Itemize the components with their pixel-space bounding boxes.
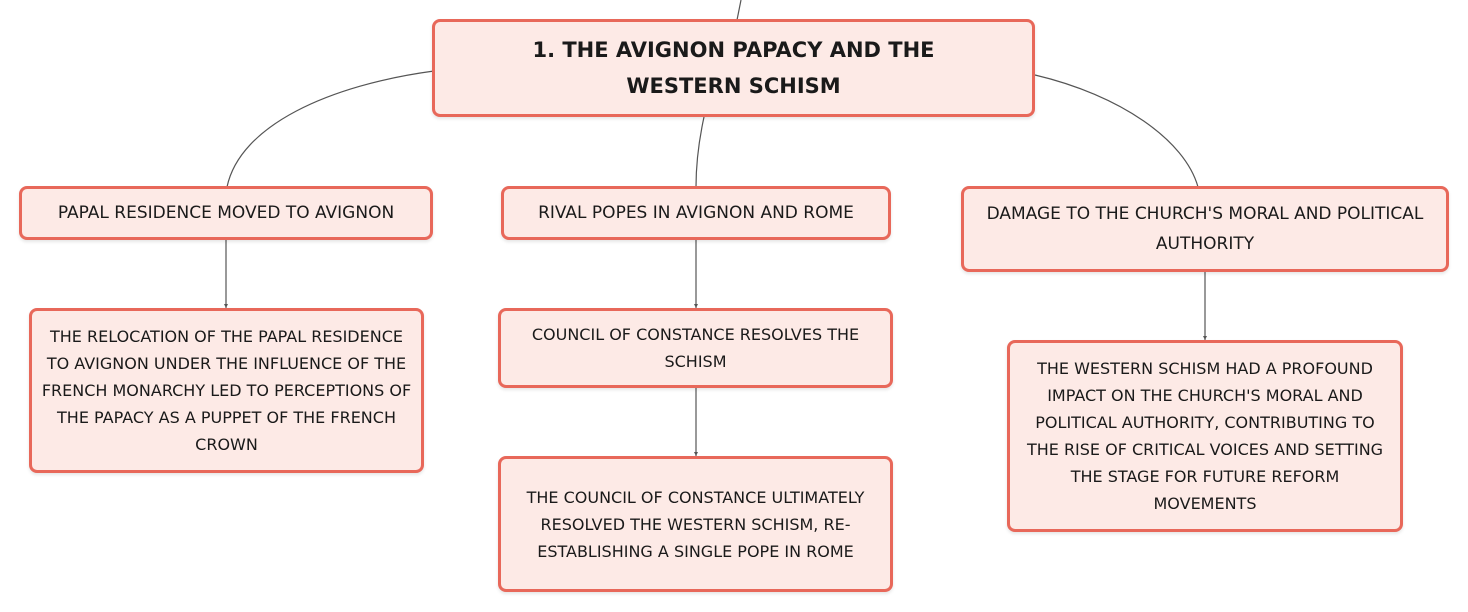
root-topic-node[interactable] — [432, 19, 1035, 117]
branch-rival-popes-node[interactable] — [501, 186, 891, 240]
branch-papal-residence-label: PAPAL RESIDENCE MOVED TO AVIGNON — [57, 203, 395, 223]
branch-rival-popes-label: RIVAL POPES IN AVIGNON AND ROME — [538, 203, 854, 223]
schism-impact-detail-node[interactable] — [1007, 340, 1403, 532]
branch-damage-authority-label: DAMAGE TO THE CHURCH'S MORAL AND POLITICAL AUTHORITY — [986, 204, 1424, 254]
connector-root-parent — [737, 0, 741, 20]
branch-damage-authority-node[interactable] — [961, 186, 1449, 272]
relocation-detail-node[interactable] — [29, 308, 424, 473]
council-of-constance-label: COUNCIL OF CONSTANCE RESOLVES THE SCHISM — [531, 325, 860, 371]
schism-resolution-detail-label: THE COUNCIL OF CONSTANCE ULTIMATELY RESOLVED THE WESTERN SCHISM, RE-ESTABLISHING A SINGLE POPE IN ROME — [526, 487, 865, 561]
relocation-detail-label: THE RELOCATION OF THE PAPAL RESIDENCE TO AVIGNON UNDER THE INFLUENCE OF THE FRENCH MONARCHY LED TO PERCEPTIONS OF THE PAPACY AS A PUPPET OF THE FRENCH CROWN — [41, 327, 412, 454]
connector-root-to-rival-popes — [696, 117, 704, 187]
connector-root-to-damage — [1035, 75, 1198, 187]
connector-root-to-papal-residence — [227, 71, 434, 187]
root-topic-label: 1. THE AVIGNON PAPACY AND THE WESTERN SCHISM — [532, 38, 935, 98]
branch-papal-residence-node[interactable] — [19, 186, 433, 240]
schism-resolution-detail-node[interactable] — [498, 456, 893, 592]
schism-impact-detail-label: THE WESTERN SCHISM HAD A PROFOUND IMPACT ON THE CHURCH'S MORAL AND POLITICAL AUTHORITY, CONTRIBUTING TO THE RISE OF CRITICAL VOICES AND SETTING THE STAGE FOR FUTURE REFORM MOVEMENTS — [1026, 359, 1384, 513]
council-of-constance-node[interactable] — [498, 308, 893, 388]
